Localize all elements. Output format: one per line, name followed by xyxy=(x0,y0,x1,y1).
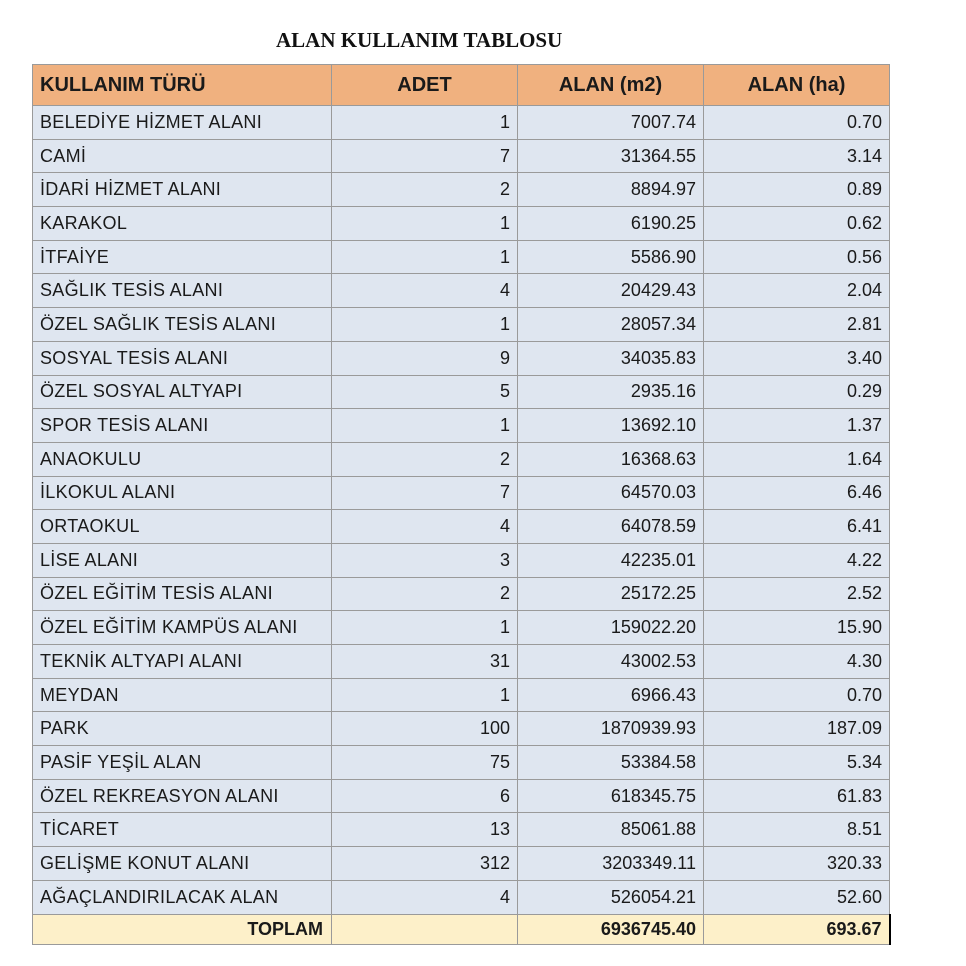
table-row xyxy=(33,341,890,375)
area-ha-cell[interactable]: 0.89 xyxy=(704,173,890,207)
usage-type-cell[interactable]: PASİF YEŞİL ALAN xyxy=(33,746,332,780)
table-row xyxy=(33,308,890,342)
usage-type-cell[interactable]: ÖZEL SAĞLIK TESİS ALANI xyxy=(33,308,332,342)
total-area-ha-cell[interactable]: 693.67 xyxy=(704,914,890,944)
table-row xyxy=(33,746,890,780)
area-ha-cell[interactable]: 8.51 xyxy=(704,813,890,847)
area-m2-cell[interactable]: 1870939.93 xyxy=(518,712,704,746)
area-m2-cell[interactable]: 3203349.11 xyxy=(518,847,704,881)
area-ha-cell[interactable]: 0.56 xyxy=(704,240,890,274)
area-m2-cell[interactable]: 42235.01 xyxy=(518,543,704,577)
usage-type-cell[interactable]: ÖZEL REKREASYON ALANI xyxy=(33,779,332,813)
table-row xyxy=(33,375,890,409)
area-m2-cell[interactable]: 159022.20 xyxy=(518,611,704,645)
area-ha-cell[interactable]: 15.90 xyxy=(704,611,890,645)
area-ha-cell[interactable]: 2.52 xyxy=(704,577,890,611)
area-ha-cell[interactable]: 0.62 xyxy=(704,207,890,241)
usage-type-cell[interactable]: GELİŞME KONUT ALANI xyxy=(33,847,332,881)
area-m2-cell[interactable]: 618345.75 xyxy=(518,779,704,813)
usage-type-cell[interactable]: İTFAİYE xyxy=(33,240,332,274)
area-m2-cell[interactable]: 31364.55 xyxy=(518,139,704,173)
usage-type-cell[interactable]: ANAOKULU xyxy=(33,442,332,476)
area-m2-cell[interactable]: 6966.43 xyxy=(518,678,704,712)
area-ha-cell[interactable]: 52.60 xyxy=(704,880,890,914)
usage-type-cell[interactable]: AĞAÇLANDIRILACAK ALAN xyxy=(33,880,332,914)
area-m2-cell[interactable]: 34035.83 xyxy=(518,341,704,375)
area-m2-cell[interactable]: 526054.21 xyxy=(518,880,704,914)
usage-type-cell[interactable]: KARAKOL xyxy=(33,207,332,241)
count-cell[interactable]: 9 xyxy=(332,341,518,375)
area-ha-cell[interactable]: 6.41 xyxy=(704,510,890,544)
usage-type-cell[interactable]: İLKOKUL ALANI xyxy=(33,476,332,510)
total-row xyxy=(33,914,890,944)
area-m2-cell[interactable]: 53384.58 xyxy=(518,746,704,780)
count-cell[interactable]: 4 xyxy=(332,274,518,308)
area-ha-cell[interactable]: 6.46 xyxy=(704,476,890,510)
area-ha-cell[interactable]: 1.64 xyxy=(704,442,890,476)
usage-type-cell[interactable]: SAĞLIK TESİS ALANI xyxy=(33,274,332,308)
area-ha-cell[interactable]: 0.70 xyxy=(704,678,890,712)
area-m2-cell[interactable]: 64078.59 xyxy=(518,510,704,544)
area-m2-cell[interactable]: 85061.88 xyxy=(518,813,704,847)
count-cell[interactable]: 1 xyxy=(332,207,518,241)
usage-type-cell[interactable]: MEYDAN xyxy=(33,678,332,712)
table-row xyxy=(33,274,890,308)
area-m2-cell[interactable]: 25172.25 xyxy=(518,577,704,611)
table-row xyxy=(33,106,890,140)
count-cell[interactable]: 100 xyxy=(332,712,518,746)
area-m2-cell[interactable]: 6190.25 xyxy=(518,207,704,241)
usage-type-cell[interactable]: LİSE ALANI xyxy=(33,543,332,577)
table-row xyxy=(33,611,890,645)
count-cell[interactable]: 312 xyxy=(332,847,518,881)
table-row xyxy=(33,409,890,443)
count-cell[interactable]: 1 xyxy=(332,240,518,274)
usage-type-cell[interactable]: SOSYAL TESİS ALANI xyxy=(33,341,332,375)
count-cell[interactable]: 31 xyxy=(332,645,518,679)
area-ha-cell[interactable]: 1.37 xyxy=(704,409,890,443)
total-count-cell[interactable] xyxy=(332,914,518,944)
count-cell[interactable]: 7 xyxy=(332,139,518,173)
usage-type-cell[interactable]: SPOR TESİS ALANI xyxy=(33,409,332,443)
table-row xyxy=(33,779,890,813)
area-m2-cell[interactable]: 28057.34 xyxy=(518,308,704,342)
usage-type-cell[interactable]: TEKNİK ALTYAPI ALANI xyxy=(33,645,332,679)
area-ha-cell[interactable]: 320.33 xyxy=(704,847,890,881)
usage-type-cell[interactable]: ÖZEL EĞİTİM KAMPÜS ALANI xyxy=(33,611,332,645)
area-m2-cell[interactable]: 13692.10 xyxy=(518,409,704,443)
table-row xyxy=(33,139,890,173)
usage-type-cell[interactable]: CAMİ xyxy=(33,139,332,173)
area-ha-cell[interactable]: 3.40 xyxy=(704,341,890,375)
usage-type-cell[interactable]: ÖZEL EĞİTİM TESİS ALANI xyxy=(33,577,332,611)
area-ha-cell[interactable]: 0.70 xyxy=(704,106,890,140)
table-row xyxy=(33,543,890,577)
usage-type-cell[interactable]: İDARİ HİZMET ALANI xyxy=(33,173,332,207)
usage-type-cell[interactable]: TİCARET xyxy=(33,813,332,847)
table-title: ALAN KULLANIM TABLOSU xyxy=(276,28,563,52)
area-m2-cell[interactable]: 7007.74 xyxy=(518,106,704,140)
area-m2-cell[interactable]: 5586.90 xyxy=(518,240,704,274)
area-m2-cell[interactable]: 8894.97 xyxy=(518,173,704,207)
land-use-table xyxy=(32,64,891,945)
table-row xyxy=(33,173,890,207)
area-ha-cell[interactable]: 2.81 xyxy=(704,308,890,342)
area-m2-cell[interactable]: 43002.53 xyxy=(518,645,704,679)
table-row xyxy=(33,645,890,679)
table-row xyxy=(33,577,890,611)
count-cell[interactable]: 4 xyxy=(332,880,518,914)
count-cell[interactable]: 3 xyxy=(332,543,518,577)
table-row xyxy=(33,476,890,510)
area-m2-cell[interactable]: 64570.03 xyxy=(518,476,704,510)
count-cell[interactable]: 2 xyxy=(332,577,518,611)
count-cell[interactable]: 2 xyxy=(332,442,518,476)
count-cell[interactable]: 1 xyxy=(332,409,518,443)
count-cell[interactable]: 1 xyxy=(332,611,518,645)
area-ha-cell[interactable]: 4.30 xyxy=(704,645,890,679)
count-cell[interactable]: 4 xyxy=(332,510,518,544)
table-row xyxy=(33,880,890,914)
column-header-usage-type[interactable]: KULLANIM TÜRÜ xyxy=(33,65,332,106)
area-ha-cell[interactable]: 2.04 xyxy=(704,274,890,308)
column-header-count[interactable]: ADET xyxy=(332,65,518,106)
count-cell[interactable]: 5 xyxy=(332,375,518,409)
count-cell[interactable]: 75 xyxy=(332,746,518,780)
area-ha-cell[interactable]: 3.14 xyxy=(704,139,890,173)
usage-type-cell[interactable]: ORTAOKUL xyxy=(33,510,332,544)
table-row xyxy=(33,207,890,241)
usage-type-cell[interactable]: PARK xyxy=(33,712,332,746)
count-cell[interactable]: 13 xyxy=(332,813,518,847)
table-row xyxy=(33,678,890,712)
usage-type-cell[interactable]: ÖZEL SOSYAL ALTYAPI xyxy=(33,375,332,409)
area-ha-cell[interactable]: 61.83 xyxy=(704,779,890,813)
area-m2-cell[interactable]: 16368.63 xyxy=(518,442,704,476)
table-row xyxy=(33,847,890,881)
table-row xyxy=(33,240,890,274)
area-ha-cell[interactable]: 4.22 xyxy=(704,543,890,577)
count-cell[interactable]: 1 xyxy=(332,308,518,342)
count-cell[interactable]: 1 xyxy=(332,106,518,140)
column-header-area-m2[interactable]: ALAN (m2) xyxy=(518,65,704,106)
usage-type-cell[interactable]: BELEDİYE HİZMET ALANI xyxy=(33,106,332,140)
count-cell[interactable]: 2 xyxy=(332,173,518,207)
header-row xyxy=(33,65,890,106)
table-row xyxy=(33,813,890,847)
table-row xyxy=(33,442,890,476)
total-area-m2-cell[interactable]: 6936745.40 xyxy=(518,914,704,944)
area-ha-cell[interactable]: 5.34 xyxy=(704,746,890,780)
table-body xyxy=(33,106,890,915)
table-row xyxy=(33,510,890,544)
column-header-area-ha[interactable]: ALAN (ha) xyxy=(704,65,890,106)
area-ha-cell[interactable]: 187.09 xyxy=(704,712,890,746)
area-m2-cell[interactable]: 20429.43 xyxy=(518,274,704,308)
area-m2-cell[interactable]: 2935.16 xyxy=(518,375,704,409)
total-label[interactable]: TOPLAM xyxy=(33,914,332,944)
count-cell[interactable]: 6 xyxy=(332,779,518,813)
area-ha-cell[interactable]: 0.29 xyxy=(704,375,890,409)
table-row xyxy=(33,712,890,746)
count-cell[interactable]: 7 xyxy=(332,476,518,510)
count-cell[interactable]: 1 xyxy=(332,678,518,712)
